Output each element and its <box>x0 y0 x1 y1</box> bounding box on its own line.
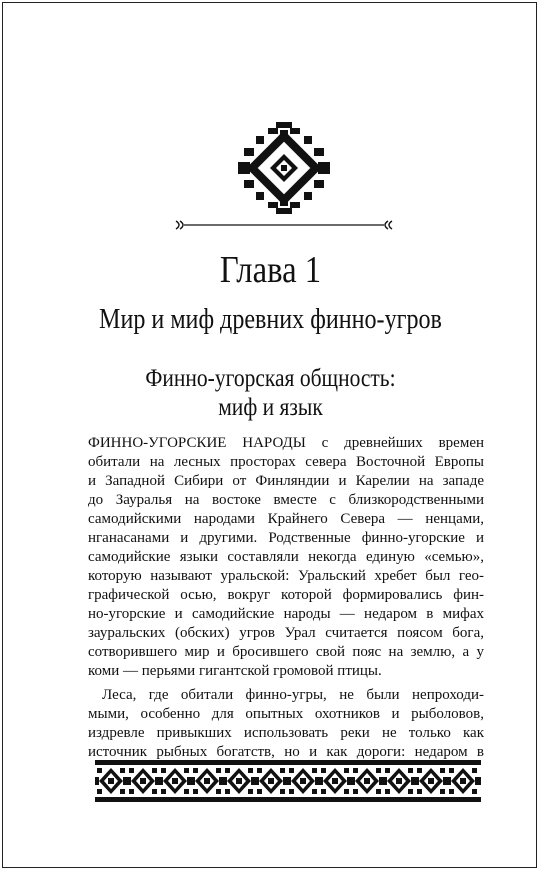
text-line: сотворившего мир и бросившего свой пояс на землю, а у <box>88 644 484 660</box>
text-line: но-угорские и самодийские народы — недаром в мифах <box>88 606 484 622</box>
text-line: издревле привыкших использовать реки не только как <box>88 725 484 741</box>
chapter-title: Мир и миф древних финно-угров <box>99 304 442 335</box>
text-line: графической осью, вокруг которой формировались фин- <box>88 587 484 603</box>
paragraph-1 <box>88 434 484 681</box>
ornamental-divider-icon <box>174 218 394 232</box>
text-line: коми — перьями гигантской громовой птицы. <box>88 663 382 679</box>
text-line: которую называют уральской: Уральский хребет был гео- <box>88 568 484 584</box>
body-text <box>88 434 484 762</box>
section-title-line-1: Финно-угорская общность: <box>145 365 396 392</box>
text-line: и Западной Сибири от Финляндии и Карелии на западе <box>88 473 484 489</box>
text-line: самодийские языки составляли некогда единую «семью», <box>88 549 484 565</box>
text-line <box>88 434 484 453</box>
chapter-label: Глава 1 <box>219 249 322 291</box>
section-title <box>38 364 503 422</box>
lead-phrase: ФИННО-УГОРСКИЕ НАРОДЫ <box>88 435 306 451</box>
text-line: зауральских (обских) угров Урал считается поясом бога, <box>88 625 484 641</box>
text-line: самодийскими народами Крайнего Севера — ненцами, <box>88 511 484 527</box>
folk-ornament-icon <box>238 122 330 214</box>
section-title-line-2: миф и язык <box>218 394 323 421</box>
text-line: обитали на лесных просторах севера Восточной Европы <box>88 454 484 470</box>
text-line: до Зауралья на востоке вместе с близкородственными <box>88 492 484 508</box>
text-line: мыми, особенно для опытных охотников и рыболовов, <box>88 706 484 722</box>
text-line: источник рыбных богатств, но и как дороги: недаром в <box>88 744 484 760</box>
paragraph-2 <box>88 686 484 762</box>
text-line: нганасанами и другими. Родственные финно-угорские и <box>88 530 484 546</box>
text-fragment: с древнейших времен <box>305 435 484 451</box>
text-line: Леса, где обитали финно-угры, не были непроходи- <box>102 687 484 703</box>
folk-border-band-icon <box>95 760 481 802</box>
